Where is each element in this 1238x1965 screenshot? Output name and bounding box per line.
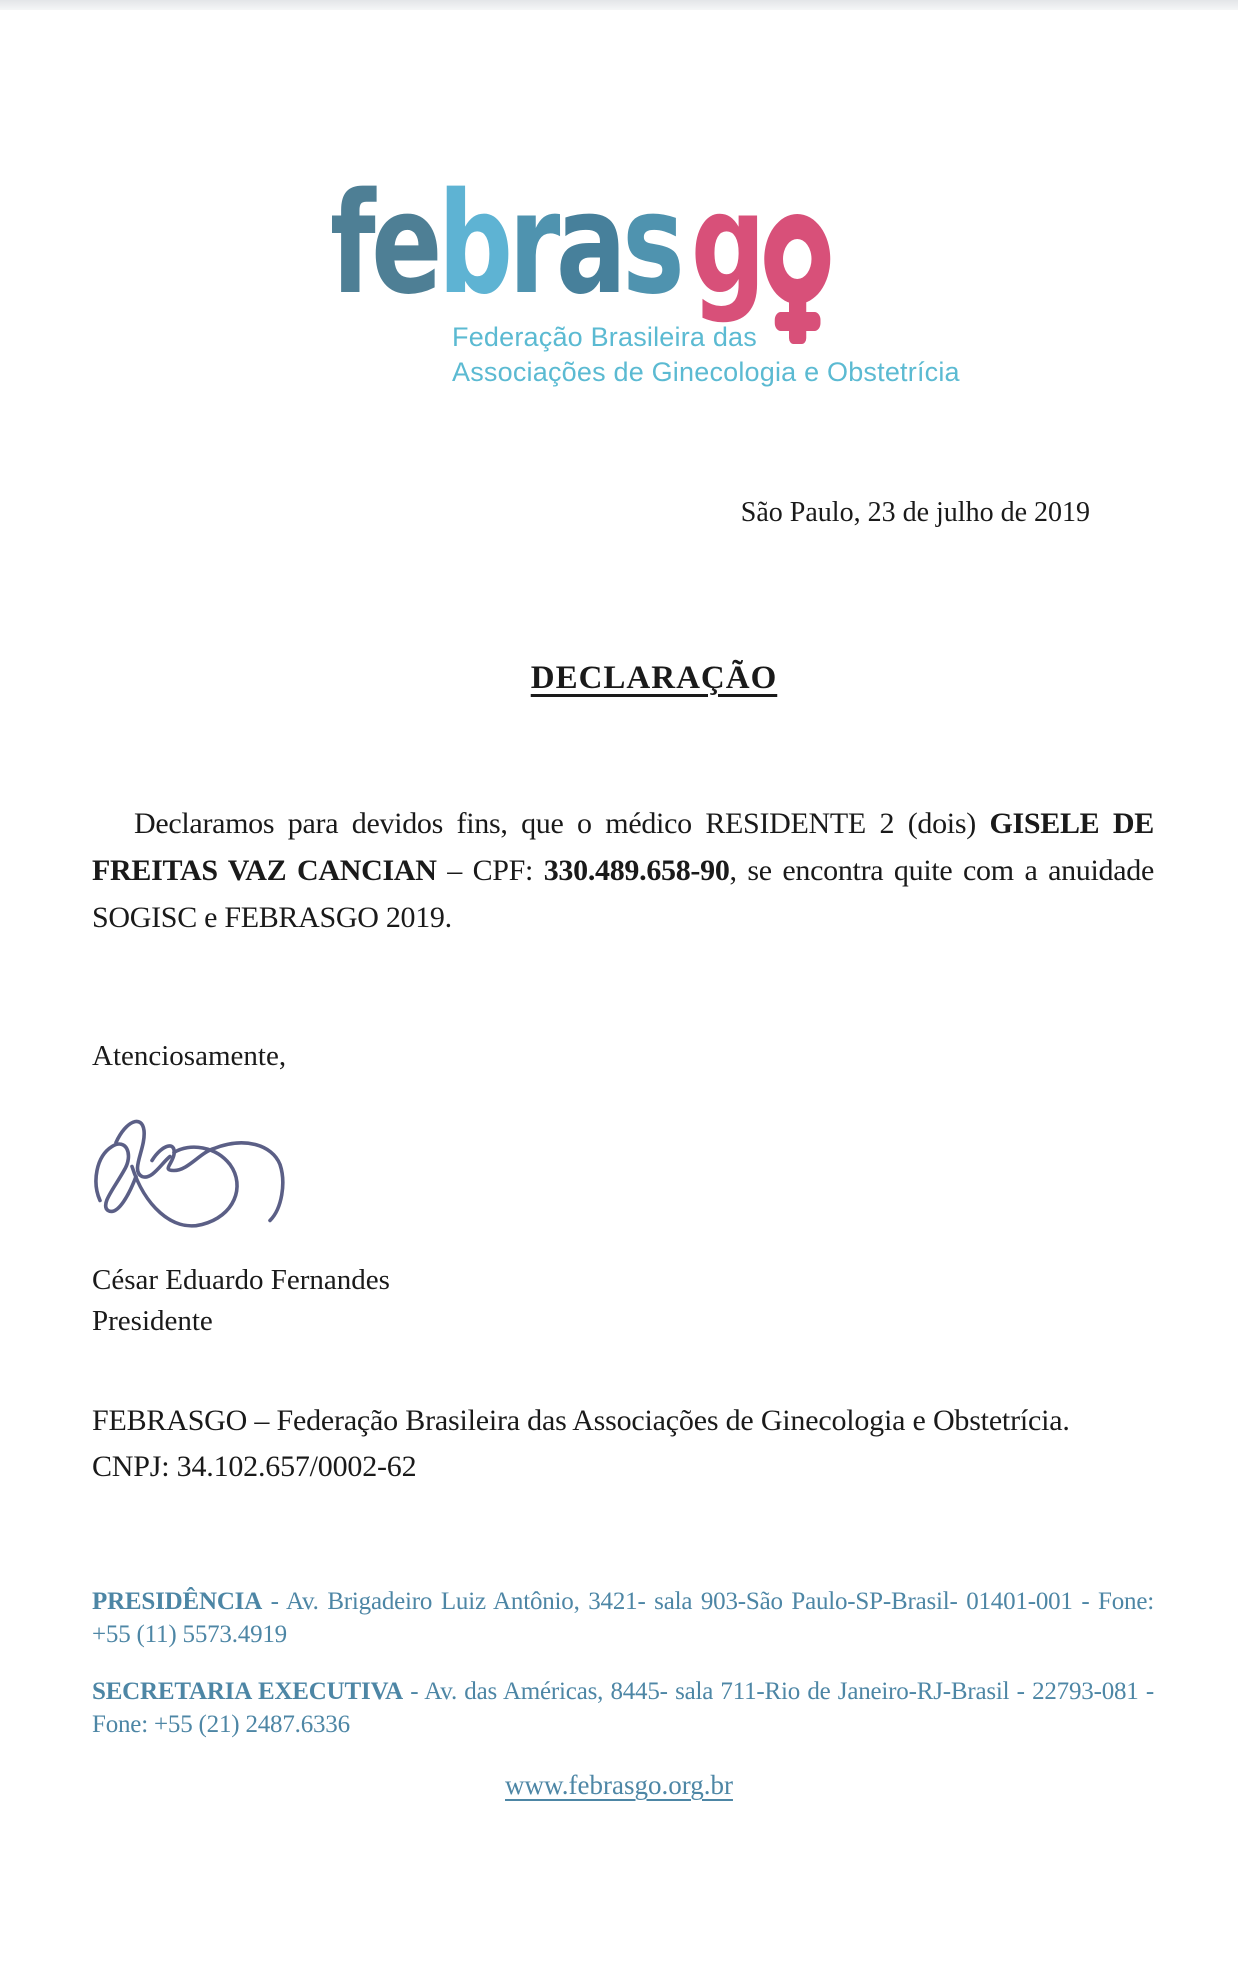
- website-link[interactable]: www.febrasgo.org.br: [505, 1770, 733, 1800]
- organization-block: [92, 1398, 1154, 1490]
- logo-tagline: [452, 320, 960, 390]
- footer-presidencia-line: PRESIDÊNCIA - Av. Brigadeiro Luiz Antônio, 3421- sala 903-São Paulo-SP-Brasil- 01401-001 - Fone: +55 (11) 5573.4919: [92, 1588, 1154, 1648]
- letterhead-footer: [92, 1585, 1154, 1765]
- signer-block: [92, 1260, 390, 1342]
- wordmark-letters: febrasg: [330, 163, 762, 326]
- website-row: [0, 1770, 1238, 1801]
- scan-edge-artifact: [0, 0, 1238, 10]
- declaration-body-paragraph: Declaramos para devidos fins, que o médico RESIDENTE 2 (dois) GISELE DE FREITAS VAZ CANCIAN – CPF: 330.489.658-90, se encontra quite com a anuidade SOGISC e FEBRASGO 2019.: [92, 807, 1155, 934]
- organization-line: FEBRASGO – Federação Brasileira das Associações de Ginecologia e Obstetrícia.: [92, 1404, 1070, 1437]
- signer-title: Presidente: [92, 1305, 213, 1337]
- signer-name: César Eduardo Fernandes: [92, 1264, 390, 1296]
- document-title: DECLARAÇÃO: [530, 660, 778, 696]
- handwritten-signature: [86, 1102, 321, 1262]
- footer-secretaria-line: SECRETARIA EXECUTIVA - Av. das Américas, 8445- sala 711-Rio de Janeiro-RJ-Brasil - 22793-081 - Fone: +55 (21) 2487.6336: [92, 1678, 1154, 1738]
- date-line: São Paulo, 23 de julho de 2019: [740, 497, 1090, 528]
- logo-tagline-line2: Associações de Ginecologia e Obstetrícia: [452, 357, 960, 387]
- signature-scribble: [86, 1102, 321, 1262]
- cnpj-line: CNPJ: 34.102.657/0002-62: [92, 1450, 417, 1483]
- closing-salutation: Atenciosamente,: [92, 1040, 287, 1072]
- logo-tagline-line1: Federação Brasileira das: [452, 322, 757, 352]
- venus-circle: [764, 214, 830, 304]
